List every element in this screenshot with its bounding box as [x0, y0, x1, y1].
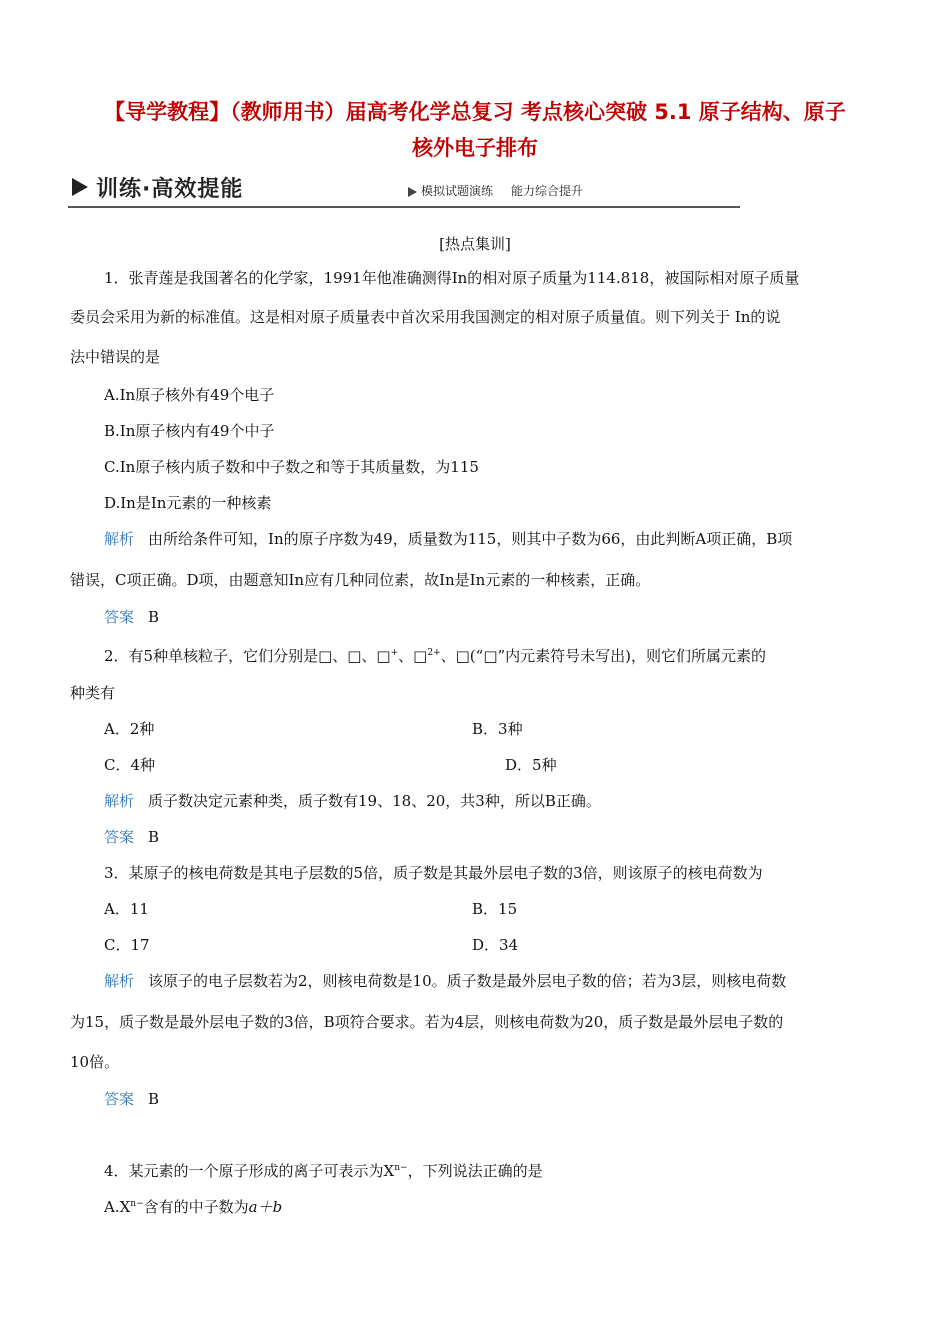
- q4-option-a: $A.X^{n-}$含有的中子数为a＋b: [104, 1198, 283, 1216]
- q2-option-c: C．4种: [104, 756, 156, 774]
- q3-answer: 答案 B: [104, 1090, 160, 1108]
- section-heading: [热点集训]: [439, 235, 511, 253]
- title-line-2: 核外电子排布: [412, 136, 538, 160]
- banner-title: 训练·高效提能: [96, 177, 244, 202]
- analysis-label: 解析: [104, 530, 135, 548]
- answer-label: 答案: [104, 608, 135, 626]
- q1-stem-line-1: 1．张青莲是我国著名的化学家，1991年他准确测得In的相对原子质量为114.818，被国际相对原子质量: [104, 269, 800, 287]
- banner-sub-2: 能力综合提升: [511, 184, 584, 198]
- section-banner: [68, 170, 740, 208]
- q2-stem-line-2: 种类有: [70, 684, 116, 702]
- q2-answer: 答案 B: [104, 828, 160, 846]
- q2-option-d: D．5种: [505, 756, 557, 774]
- q2-stem-line-1: 2．有5种单核粒子，它们分别是□、□、□+、□$^{2+}$、□(“□”内元素符号未写出)，则它们所属元素的: [104, 647, 767, 665]
- q1-option-d: D.In是In元素的一种核素: [104, 494, 272, 512]
- q1-answer: 答案 B: [104, 608, 160, 626]
- document-title: [70, 94, 880, 166]
- q3-stem: 3．某原子的核电荷数是其电子层数的5倍，质子数是其最外层电子数的3倍，则该原子的核电荷数为: [104, 864, 763, 882]
- q3-option-a: A．11: [104, 900, 149, 918]
- q3-analysis-line-3: 10倍。: [70, 1053, 120, 1071]
- q2-option-a: A．2种: [104, 720, 155, 738]
- q1-stem-line-3: 法中错误的是: [70, 348, 161, 366]
- q3-analysis-line-1: 解析 该原子的电子层数若为2，则核电荷数是10。质子数是最外层电子数的倍；若为3层，则核电荷数: [104, 972, 787, 990]
- play-triangle-icon: [72, 178, 88, 196]
- banner-sub-1: 模拟试题演练: [421, 184, 494, 198]
- q1-option-c: C.In原子核内质子数和中子数之和等于其质量数，为115: [104, 458, 479, 476]
- banner-subtitle: [408, 182, 583, 199]
- q4-stem: 4．某元素的一个原子形成的离子可表示为$X^{n-}$，下列说法正确的是: [104, 1162, 543, 1180]
- q3-option-b: B．15: [472, 900, 518, 918]
- q1-option-b: B.In原子核内有49个中子: [104, 422, 275, 440]
- q1-analysis-line-2: 错误，C项正确。D项，由题意知In应有几种同位素，故In是In元素的一种核素，正确。: [70, 571, 651, 589]
- q3-option-c: C．17: [104, 936, 150, 954]
- q1-stem-line-2: 委员会采用为新的标准值。这是相对原子质量表中首次采用我国测定的相对原子质量值。则下列关于 In的说: [70, 308, 781, 326]
- q1-analysis-line-1: 解析 由所给条件可知，In的原子序数为49，质量数为115，则其中子数为66，由此判断A项正确，B项: [104, 530, 793, 548]
- title-line-1: 【导学教程】（教师用书）届高考化学总复习 考点核心突破 5.1 原子结构、原子: [104, 100, 846, 124]
- q2-option-b: B．3种: [472, 720, 523, 738]
- q1-option-a: A.In原子核外有49个电子: [104, 386, 275, 404]
- arrow-right-icon: [408, 187, 417, 197]
- q2-analysis: 解析 质子数决定元素种类，质子数有19、18、20，共3种，所以B正确。: [104, 792, 601, 810]
- q3-option-d: D．34: [472, 936, 519, 954]
- q3-analysis-line-2: 为15，质子数是最外层电子数的3倍，B项符合要求。若为4层，则核电荷数为20，质子数是最外层电子数的: [70, 1013, 784, 1031]
